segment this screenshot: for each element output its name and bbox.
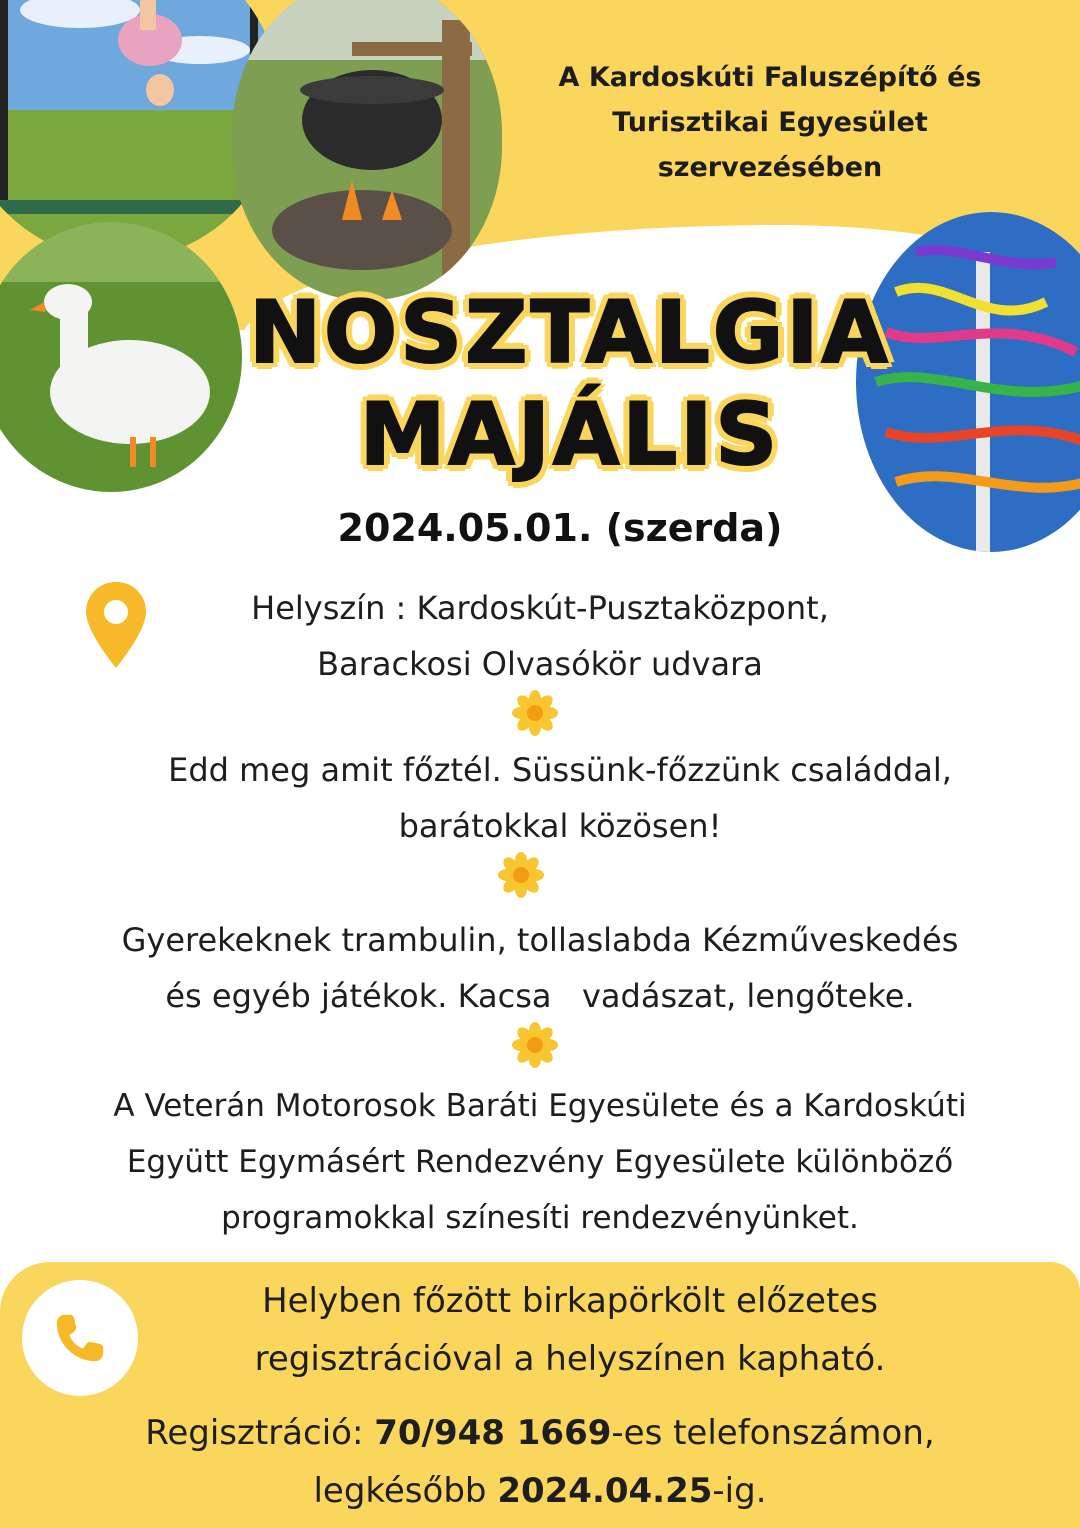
registration-line-1 — [20, 1404, 1060, 1462]
organizer-line-1: A Kardoskúti Faluszépítő és — [558, 62, 982, 93]
veterans-line-1: A Veterán Motorosok Baráti Egyesülete és a Kardoskúti — [113, 1088, 967, 1124]
registration-text — [20, 1404, 1060, 1520]
registration-line-2 — [20, 1462, 1060, 1520]
kids-line-1: Gyerekeknek trambulin, tollaslabda Kézműveskedés — [121, 921, 959, 959]
deadline-suffix: -ig. — [712, 1471, 767, 1511]
location-line-2: Barackosi Olvasókör udvara — [317, 645, 763, 683]
registration-deadline: 2024.04.25 — [497, 1471, 713, 1511]
location-text — [160, 580, 920, 692]
veterans-line-3: programokkal színesíti rendezvényünket. — [221, 1200, 859, 1236]
veterans-line-2: Együtt Egymásért Rendezvény Egyesülete különböző — [126, 1144, 954, 1180]
registration-phone: 70/948 1669 — [374, 1413, 612, 1453]
organizer-line-2: Turisztikai Egyesület — [612, 107, 928, 138]
cooking-line-1: Edd meg amit főztél. Süssünk-főzzünk családdal, — [168, 751, 952, 789]
stew-text — [130, 1272, 1010, 1388]
deadline-prefix: legkésőbb — [313, 1471, 498, 1511]
cooking-text — [60, 742, 1060, 854]
title-line-2: MAJÁLIS — [359, 385, 781, 485]
location-line-1: Helyszín : Kardoskút-Pusztaközpont, — [251, 589, 829, 627]
event-title — [190, 282, 950, 486]
map-pin-icon — [84, 580, 148, 670]
kids-line-2: és egyéb játékok. Kacsa vadászat, lengőteke. — [165, 977, 915, 1015]
daisy-flower-icon — [498, 852, 544, 898]
stew-line-1: Helyben főzött birkapörkölt előzetes — [262, 1281, 878, 1321]
event-date: 2024.05.01. (szerda) — [337, 506, 783, 550]
registration-suffix: -es telefonszámon, — [611, 1413, 935, 1453]
veterans-text — [10, 1078, 1070, 1246]
title-line-1: NOSZTALGIA — [249, 283, 891, 383]
organizer-text — [500, 55, 1040, 190]
kids-program-text — [20, 912, 1060, 1024]
stew-line-2: regisztrációval a helyszínen kapható. — [254, 1339, 886, 1379]
cooking-line-2: barátokkal közösen! — [398, 807, 722, 845]
registration-prefix: Regisztráció: — [145, 1413, 375, 1453]
daisy-flower-icon — [512, 690, 558, 736]
phone-icon — [22, 1280, 138, 1396]
organizer-line-3: szervezésében — [657, 152, 883, 183]
daisy-flower-icon — [512, 1022, 558, 1068]
cauldron-photo — [232, 0, 502, 300]
